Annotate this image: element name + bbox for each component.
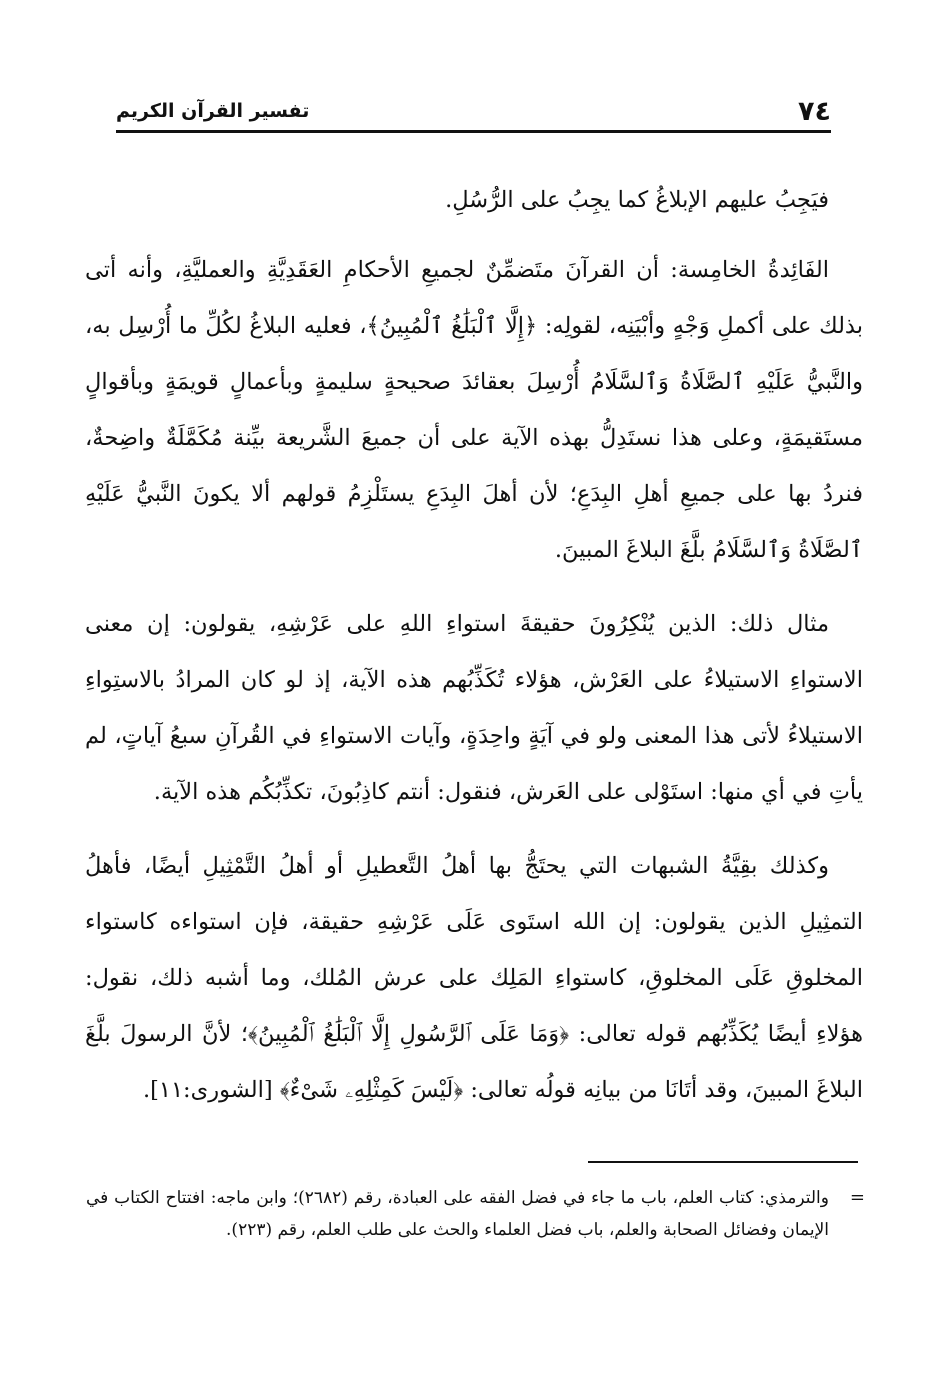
header-divider — [116, 130, 831, 133]
footnote — [86, 1182, 863, 1246]
paragraph-1: فيَجِبُ عليهم الإبلاغُ كما يجِبُ على الرُّسُلِ. — [445, 187, 829, 213]
paragraph-3: مثال ذلك: الذين يُنْكِرُونَ حقيقةَ استواءِ اللهِ على عَرْشِهِ، يقولون: إن معنى الاستواءِ الاستيلاءُ على العَرْش، هؤلاء تُكَذِّبُهم هذه الآية، إذ لو كان المرادُ بالاستِواءِ الاستيلاءُ لأتى هذا المعنى ولو في آيَةٍ واحِدَةٍ، وآيات الاستواءِ في القُرآنِ سبعُ آياتٍ، لم يأتِ في أي منها: استَوْلى على العَرش، فنقول: أنتم كاذِبُونَ، تكذِّبُكُم هذه الآية. — [85, 611, 863, 805]
main-text — [85, 172, 863, 1136]
page-header — [116, 96, 831, 136]
page-number: ٧٤ — [798, 96, 831, 127]
footnote-text: والترمذي: كتاب العلم، باب ما جاء في فضل الفقه على العبادة، رقم (٢٦٨٢)؛ وابن ماجه: افتتاح الكتاب في الإيمان وفضائل الصحابة والعلم، باب فضل العلماء والحث على طلب العلم، رقم (٢٢٣). — [86, 1188, 829, 1240]
footnote-divider — [588, 1161, 858, 1163]
book-title: تفسير القرآن الكريم — [116, 100, 310, 122]
paragraph-2: الفَائِدةُ الخامِسة: أن القرآنَ متَضمِّنٌ لجميعِ الأحكامِ العَقَدِيَّةِ والعمليَّةِ، وأنه أتى بذلك على أكملِ وَجْهٍ وأبْيَنِه، لقولِه: ﴿إِلَّا ٱلْبَلَٰغُ ٱلْمُبِينُ﴾، فعليه البلاغُ لكُلِّ ما أُرْسِل به، والنَّبيُّ عَلَيْهِ ٱلصَّلَاةُ وَٱلسَّلَامُ أُرْسِلَ بعقائدَ صحيحةٍ سليمةٍ وبأعمالٍ قويمَةٍ وبأقوالٍ مستَقيمَةٍ، وعلى هذا نستَدِلُّ بهذه الآية على أن جميعَ الشَّريعة بيِّنة مُكَمَّلَةٌ واضِحةٌ، فنردُ بها على جميعِ أهلِ البِدَعِ؛ لأن أهلَ البِدَعِ يستَلْزِمُ قولهم ألا يكونَ النَّبيُّ عَلَيْهِ ٱلصَّلَاةُ وَٱلسَّلَامُ بلَّغَ البلاغَ المبينَ. — [85, 257, 863, 563]
paragraph-4: وكذلك بقِيَّةُ الشبهات التي يحتَجُّ بها أهلُ التَّعطيلِ أو أهلُ التَّمْثِيلِ أيضًا، فأهلُ التمثِيلِ الذين يقولون: إن الله استَوى عَلَى عَرْشِهِ حقيقة، فإن استواءه كاستواء المخلوقِ عَلَى المخلوقِ، كاستواءِ المَلِك على عرش المُلك، وما أشبه ذلك، نقول: هؤلاءِ أيضًا يُكَذِّبُهم قوله تعالى: ﴿وَمَا عَلَى ٱلرَّسُولِ إِلَّا ٱلْبَلَٰغُ ٱلْمُبِينُ﴾؛ لأنَّ الرسولَ بلَّغَ البلاغَ المبينَ، وقد أتَانَا من بيانِه قولُه تعالى: ﴿لَيْسَ كَمِثْلِهِۦ شَىْءٌ﴾ [الشورى:١١]. — [85, 853, 863, 1103]
footnote-continuation-mark: = — [849, 1187, 865, 1208]
